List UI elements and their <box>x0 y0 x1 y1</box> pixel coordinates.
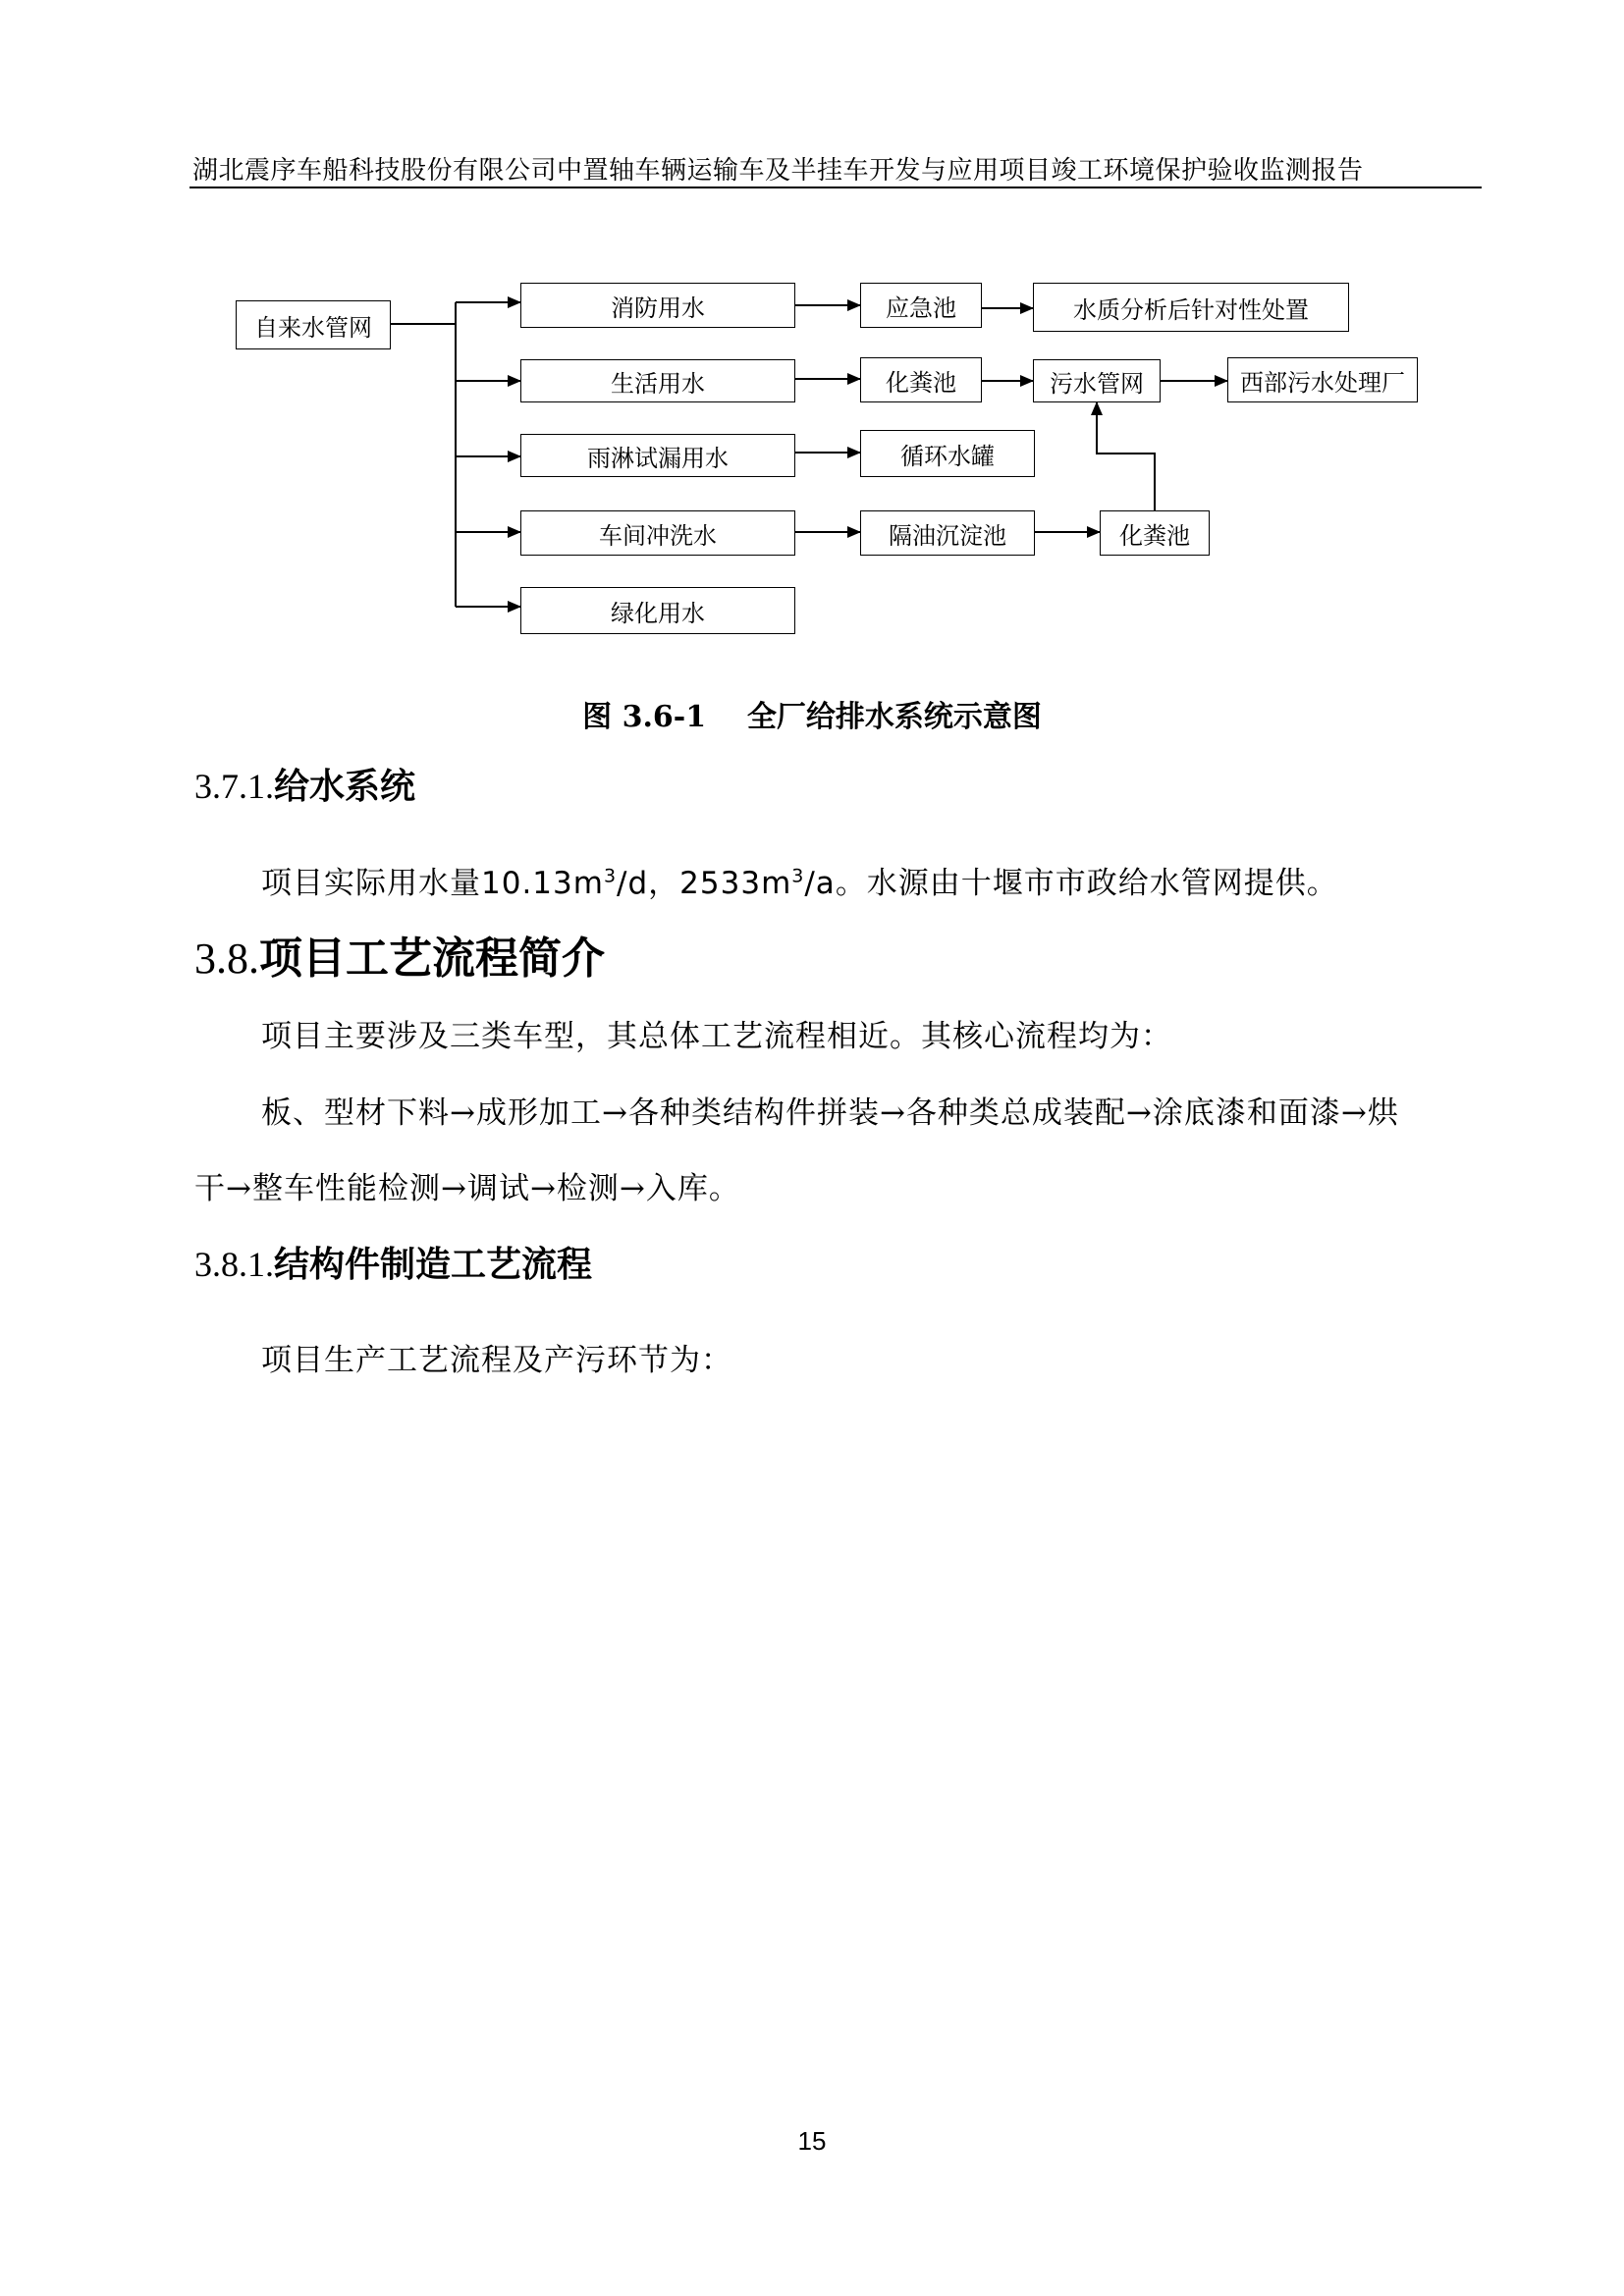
box-septic-tank-2: 化粪池 <box>1100 510 1210 556</box>
box-water-source: 自来水管网 <box>236 300 391 349</box>
box-rain-test-water: 雨淋试漏用水 <box>520 434 795 477</box>
annual-water-unit: /a <box>804 866 836 901</box>
page-header: 湖北震序车船科技股份有限公司中置轴车辆运输车及半挂车开发与应用项目竣工环境保护验收监测报告 <box>192 156 1364 186</box>
box-emergency-pool: 应急池 <box>860 283 982 328</box>
box-workshop-wash-water: 车间冲洗水 <box>520 510 795 556</box>
paragraph-flow-line-2: 干→整车性能检测→调试→检测→入库。 <box>194 1171 740 1206</box>
annual-water-value: 2533m <box>679 866 792 901</box>
page-number: 15 <box>797 2126 827 2156</box>
daily-water-value: 10.13m <box>481 866 604 901</box>
paragraph-flow-line-1: 板、型材下料→成形加工→各种类结构件拼装→各种类总成装配→涂底漆和面漆→烘 <box>261 1095 1399 1131</box>
box-west-wwtp: 西部污水处理厂 <box>1227 357 1418 402</box>
arrow-septic-to-sewer <box>1097 402 1155 510</box>
box-septic-tank-1: 化粪池 <box>860 357 982 402</box>
box-oil-separator: 隔油沉淀池 <box>860 510 1035 556</box>
paragraph-water-usage <box>261 858 1338 902</box>
annual-water-sup: 3 <box>791 865 805 887</box>
section-number: 3.7.1. <box>194 767 274 806</box>
section-number: 3.8.1. <box>194 1245 274 1284</box>
box-fire-water: 消防用水 <box>520 283 795 328</box>
section-heading-381 <box>194 1237 592 1287</box>
box-greening-water: 绿化用水 <box>520 587 795 634</box>
section-title: 项目工艺流程简介 <box>259 934 605 984</box>
daily-water-sup: 3 <box>603 865 618 887</box>
box-domestic-water: 生活用水 <box>520 359 795 402</box>
section-title: 结构件制造工艺流程 <box>274 1244 593 1285</box>
box-water-quality: 水质分析后针对性处置 <box>1033 283 1349 332</box>
water-source-text: 。水源由十堰市市政给水管网提供。 <box>835 866 1338 901</box>
box-sewer-network: 污水管网 <box>1033 359 1161 402</box>
section-title: 给水系统 <box>274 766 416 807</box>
water-usage-prefix: 项目实际用水量 <box>261 866 481 901</box>
box-circulating-tank: 循环水罐 <box>860 430 1035 477</box>
section-number: 3.8. <box>194 934 259 983</box>
paragraph-vehicle-types: 项目主要涉及三类车型，其总体工艺流程相近。其核心流程均为： <box>261 1019 1172 1054</box>
daily-water-unit: /d， <box>617 866 680 901</box>
section-heading-38 <box>194 923 605 986</box>
section-heading-371 <box>194 759 415 809</box>
figure-caption: 图 3.6-1 全厂给排水系统示意图 <box>582 700 1042 734</box>
paragraph-production: 项目生产工艺流程及产污环节为： <box>261 1343 732 1378</box>
